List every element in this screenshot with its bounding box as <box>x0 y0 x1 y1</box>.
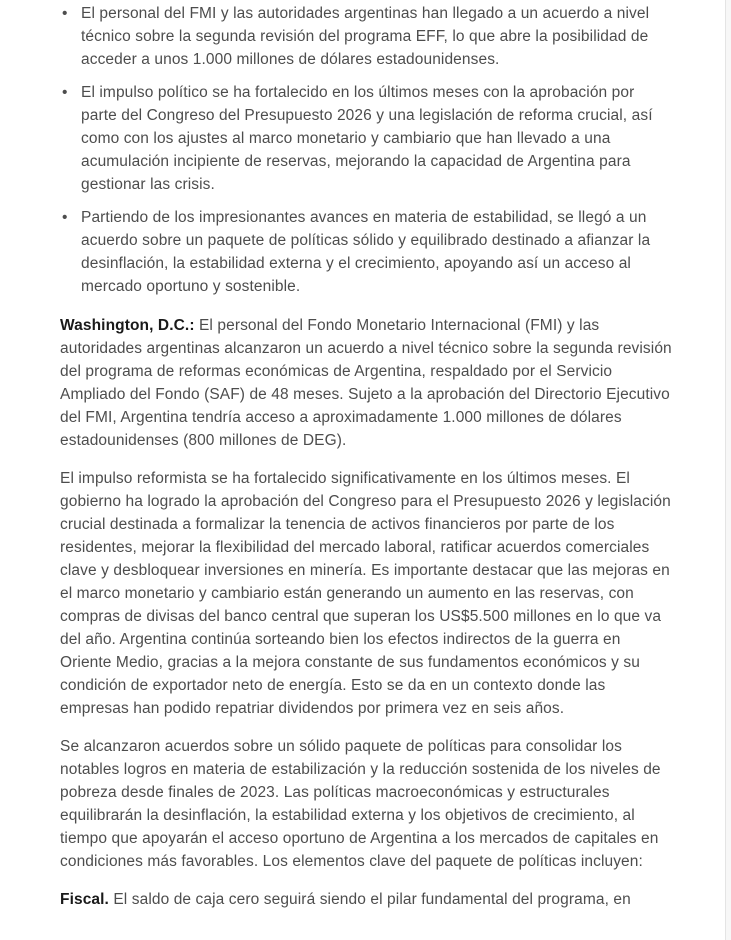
list-item <box>60 2 672 71</box>
bullet-text: El personal del FMI y las autoridades argentinas han llegado a un acuerdo a nivel técnico sobre la segunda revisión del programa EFF, lo que abre la posibilidad de acceder a unos 1.000 millones de dólares estadounidenses. <box>81 5 650 68</box>
dateline-label: Washington, D.C.: <box>60 317 195 334</box>
fiscal-label: Fiscal. <box>60 891 109 908</box>
list-item <box>60 206 672 298</box>
paragraph-text: El personal del Fondo Monetario Internacional (FMI) y las autoridades argentinas alcanzaron un acuerdo a nivel técnico sobre la segunda revisión del programa de reformas económicas de Argentina, respaldado por el Servicio Ampliado del Fondo (SAF) de 48 meses. Sujeto a la aprobación del Directorio Ejecutivo del FMI, Argentina tendría acceso a aproximadamente 1.000 millones de dólares estadounidenses (800 millones de DEG). <box>60 317 672 449</box>
paragraph-policy-package <box>60 735 672 873</box>
paragraph-text: Se alcanzaron acuerdos sobre un sólido paquete de políticas para consolidar los notables logros en materia de estabilización y la reducción sostenida de los niveles de pobreza desde finales de 2023. Las políticas macroeconómicas y estructurales equilibrarán la desinflación, la estabilidad externa y los objetivos de crecimiento, al tiempo que apoyarán el acceso oportuno de Argentina a los mercados de capitales en condiciones más favorables. Los elementos clave del paquete de políticas incluyen: <box>60 738 661 870</box>
paragraph-text: El saldo de caja cero seguirá siendo el pilar fundamental del programa, en <box>108 891 631 908</box>
bullet-text: El impulso político se ha fortalecido en los últimos meses con la aprobación por parte del Congreso del Presupuesto 2026 y una legislación de reforma crucial, así como con los ajustes al marco monetario y cambiario que han llevado a una acumulación incipiente de reservas, mejorando la capacidad de Argentina para gestionar las crisis. <box>81 84 653 193</box>
bullet-text: Partiendo de los impresionantes avances en materia de estabilidad, se llegó a un acuerdo sobre un paquete de políticas sólido y equilibrado destinado a afianzar la desinflación, la estabilidad externa y el crecimiento, apoyando así un acceso al mercado oportuno y sostenible. <box>81 209 651 295</box>
paragraph-reform-momentum <box>60 467 672 720</box>
paragraph-text: El impulso reformista se ha fortalecido significativamente en los últimos meses. El gobierno ha logrado la aprobación del Congreso para el Presupuesto 2026 y legislación crucial destinada a formalizar la tenencia de activos financieros por parte de los residentes, mejorar la flexibilidad del mercado laboral, ratificar acuerdos comerciales clave y desbloquear inversiones en minería. Es importante destacar que las mejoras en el marco monetario y cambiario están generando un aumento en las reservas, con compras de divisas del banco central que superan los US$5.500 millones en lo que va del año. Argentina continúa sorteando bien los efectos indirectos de la guerra en Oriente Medio, gracias a la mejora constante de sus fundamentos económicos y su condición de exportador neto de energía. Esto se da en un contexto donde las empresas han podido repatriar dividendos por primera vez en seis años. <box>60 470 671 717</box>
paragraph-fiscal <box>60 888 672 911</box>
list-item <box>60 81 672 196</box>
paragraph-dateline <box>60 314 672 452</box>
bullet-icon: • <box>62 209 68 226</box>
bullet-icon: • <box>62 84 68 101</box>
summary-bullet-list <box>60 2 672 298</box>
bullet-icon: • <box>62 5 68 22</box>
